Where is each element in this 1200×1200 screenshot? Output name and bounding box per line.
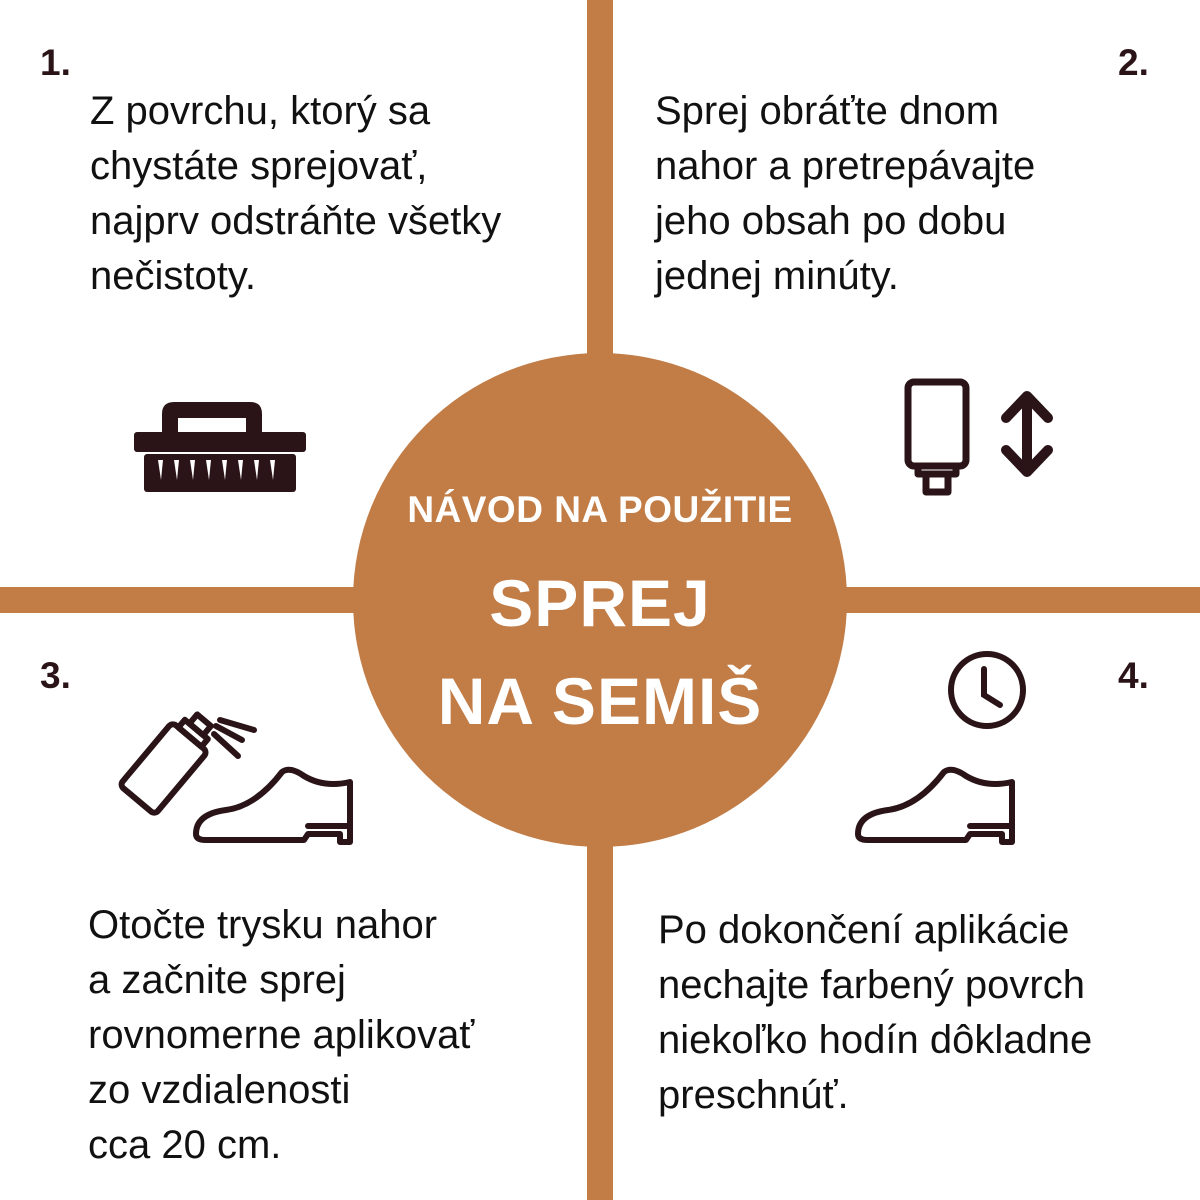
brush-icon [130, 398, 310, 496]
step-4-number: 4. [1118, 655, 1149, 696]
spray-can-icon [900, 376, 980, 500]
step-1-number: 1. [40, 42, 71, 83]
shoe-icon [852, 762, 1022, 848]
instructions-subtitle: NÁVOD NA POUŽITIE [407, 489, 793, 530]
step-2-number: 2. [1118, 42, 1149, 83]
clock-icon [944, 647, 1030, 733]
step-1-text: Z povrchu, ktorý sa chystáte sprejovať, najprv odstráňte všetky nečistoty. [90, 89, 502, 298]
step-3-number: 3. [40, 655, 71, 696]
shoe-icon [190, 762, 360, 848]
step-3-text: Otočte trysku nahor a začnite sprej rovnomerne aplikovať zo vzdialenosti cca 20 cm. [88, 903, 475, 1167]
center-title-circle [353, 353, 847, 847]
product-title-line-1: SPREJ [489, 566, 711, 640]
product-title-line-2: NA SEMIŠ [437, 664, 763, 738]
step-4-text: Po dokončení aplikácie nechajte farbený povrch niekoľko hodín dôkladne preschnúť. [658, 908, 1093, 1117]
step-2-text: Sprej obráťte dnom nahor a pretrepávajte jeho obsah po dobu jednej minúty. [655, 89, 1036, 298]
up-down-arrow-icon [996, 388, 1058, 480]
